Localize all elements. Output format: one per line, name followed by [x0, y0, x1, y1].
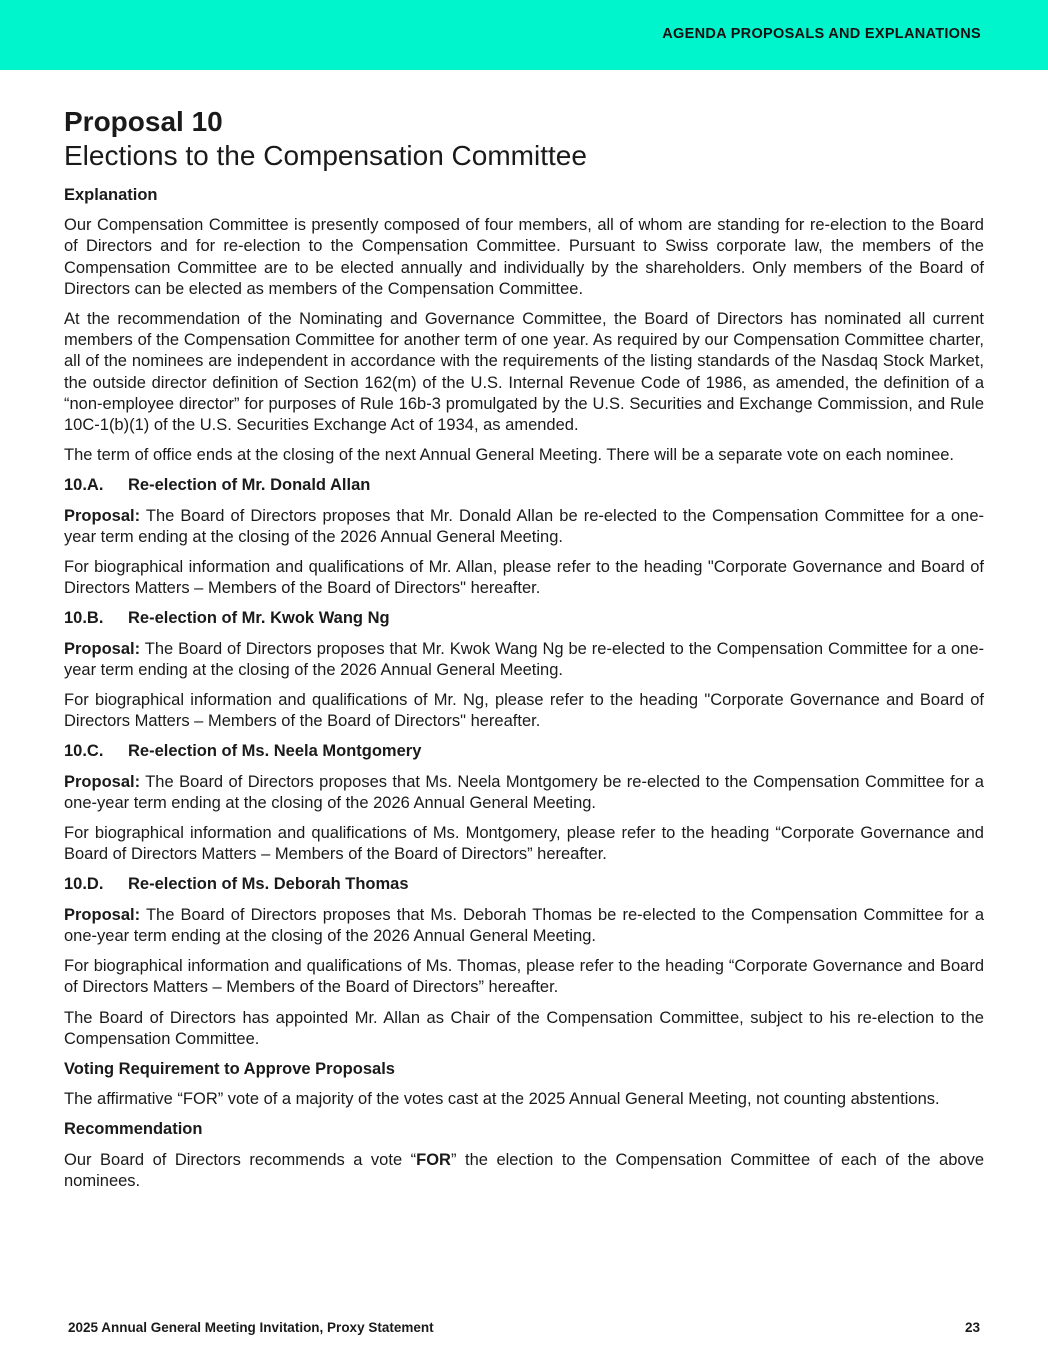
recommendation-text	[64, 1150, 984, 1192]
page-content	[64, 105, 984, 1201]
page-number: 23	[964, 1320, 980, 1335]
recommendation-heading: Recommendation	[64, 1120, 203, 1139]
nominee-bio: For biographical information and qualifications of Ms. Thomas, please refer to the heading “Corporate Governance and Board of Directors Matters – Members of the Board of Directors” hereafter.	[64, 957, 984, 997]
chair-note: The Board of Directors has appointed Mr. Allan as Chair of the Compensation Committee, subject to his re-election to the Compensation Committee.	[64, 1008, 984, 1048]
proposal-text: The Board of Directors proposes that Ms. Deborah Thomas be re-elected to the Compensation Committee for a one-year term ending at the closing of the 2026 Annual General Meeting.	[64, 905, 984, 945]
recommendation-text-before: Our Board of Directors recommends a vote “	[64, 1150, 417, 1169]
proposal-title: Elections to the Compensation Committee	[64, 140, 587, 171]
proposal-number: Proposal 10	[64, 106, 223, 137]
proposal-text: The Board of Directors proposes that Ms. Neela Montgomery be re-elected to the Compensation Committee for a one-year term ending at the closing of the 2026 Annual General Meeting.	[64, 772, 984, 812]
nominee-proposal	[64, 772, 984, 814]
nominee-heading	[64, 475, 984, 496]
explanation-paragraph: The term of office ends at the closing of the next Annual General Meeting. There will be a separate vote on each nominee.	[64, 446, 955, 465]
recommendation-bold: FOR	[416, 1150, 451, 1169]
recommendation-text-after: ” the election to the Compensation Committee of each of the above nominees.	[64, 1150, 984, 1190]
nominee-title: Re-election of Ms. Deborah Thomas	[128, 875, 409, 894]
nominee-title: Re-election of Mr. Donald Allan	[128, 476, 371, 495]
proposal-label: Proposal:	[64, 905, 141, 924]
footer-document-title: 2025 Annual General Meeting Invitation, Proxy Statement	[68, 1320, 434, 1335]
nominee-number: 10.D.	[64, 875, 104, 894]
proposal-label: Proposal:	[64, 772, 141, 791]
proposal-label: Proposal:	[64, 506, 141, 525]
nominee-proposal	[64, 506, 984, 548]
nominee-title: Re-election of Mr. Kwok Wang Ng	[128, 609, 390, 628]
section-label: AGENDA PROPOSALS AND EXPLANATIONS	[662, 26, 981, 42]
proposal-label: Proposal:	[64, 639, 141, 658]
nominee-number: 10.A.	[64, 476, 104, 495]
proposal-text: The Board of Directors proposes that Mr. Donald Allan be re-elected to the Compensation Committee for a one-year term ending at the closing of the 2026 Annual General Meeting.	[64, 506, 984, 546]
explanation-paragraph: At the recommendation of the Nominating and Governance Committee, the Board of Directors has nominated all current members of the Compensation Committee for another term of one year. As required by our Compensation Committee charter, all of the nominees are independent in accordance with the requirements of the listing standards of the Nasdaq Stock Market, the outside director definition of Section 162(m) of the U.S. Internal Revenue Code of 1986, as amended, the definition of a “non-employee director” for purposes of Rule 16b-3 promulgated by the U.S. Securities and Exchange Commission, and Rule 10C-1(b)(1) of the U.S. Securities Exchange Act of 1934, as amended.	[64, 310, 984, 435]
voting-heading: Voting Requirement to Approve Proposals	[64, 1059, 395, 1078]
nominee-proposal	[64, 905, 984, 947]
nominee-heading	[64, 874, 984, 895]
nominee-title: Re-election of Ms. Neela Montgomery	[128, 742, 422, 761]
nominee-number: 10.C.	[64, 742, 104, 761]
explanation-heading: Explanation	[64, 186, 158, 204]
nominee-bio: For biographical information and qualifications of Mr. Ng, please refer to the heading "Corporate Governance and Board of Directors Matters – Members of the Board of Directors" hereafter.	[64, 691, 984, 731]
header-band	[0, 0, 1048, 70]
nominee-bio: For biographical information and qualifications of Mr. Allan, please refer to the heading "Corporate Governance and Board of Directors Matters – Members of the Board of Directors" hereafter.	[64, 558, 984, 598]
nominee-proposal	[64, 639, 984, 681]
explanation-paragraph: Our Compensation Committee is presently composed of four members, all of whom are standing for re-election to the Board of Directors and for re-election to the Compensation Committee. Pursuant to Swiss corporate law, the members of the Compensation Committee are to be elected annually and individually by the shareholders. Only members of the Board of Directors can be elected as members of the Compensation Committee.	[64, 216, 984, 298]
nominee-heading	[64, 741, 984, 762]
nominee-heading	[64, 608, 984, 629]
nominee-number: 10.B.	[64, 609, 104, 628]
voting-text: The affirmative “FOR” vote of a majority of the votes cast at the 2025 Annual General Meeting, not counting abstentions.	[64, 1090, 940, 1109]
proposal-text: The Board of Directors proposes that Mr. Kwok Wang Ng be re-elected to the Compensation Committee for a one-year term ending at the closing of the 2026 Annual General Meeting.	[64, 639, 984, 679]
nominee-bio: For biographical information and qualifications of Ms. Montgomery, please refer to the heading “Corporate Governance and Board of Directors Matters – Members of the Board of Directors” hereafter.	[64, 824, 984, 864]
